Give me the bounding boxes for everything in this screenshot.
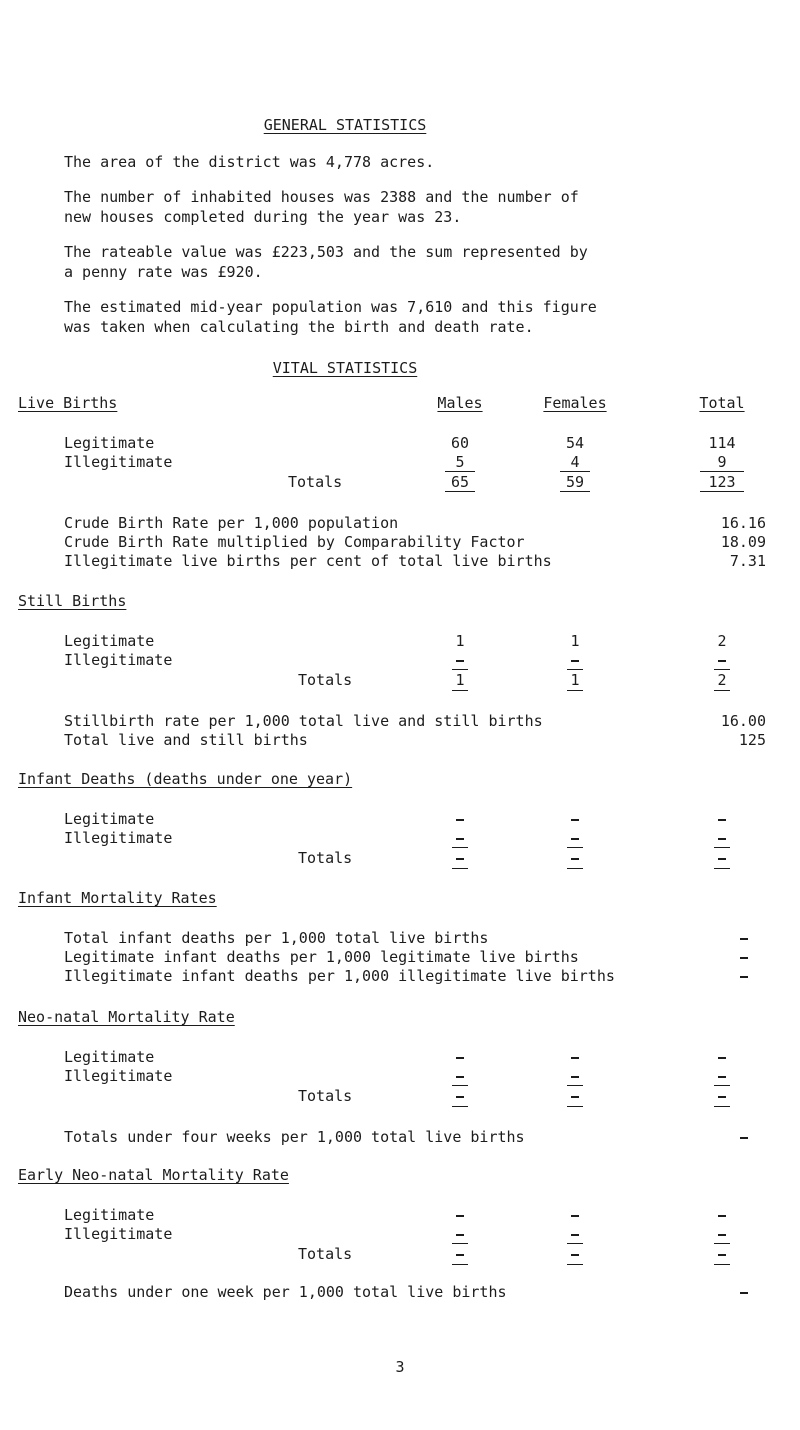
page-title: GENERAL STATISTICS xyxy=(263,116,427,134)
total-live-still-label: Total live and still births xyxy=(64,731,308,749)
live-males-rule xyxy=(445,471,475,472)
infant-rate-total-dash xyxy=(740,938,748,940)
early-totals-males-dash xyxy=(456,1254,464,1256)
still-totals-males: 1 xyxy=(455,671,465,689)
infant-rate-illegit-dash xyxy=(740,976,748,978)
still-legit-label: Legitimate xyxy=(64,632,155,650)
stillbirth-rate-value: 16.00 xyxy=(720,712,766,730)
neonatal-heading: Neo-natal Mortality Rate xyxy=(18,1008,235,1026)
live-illegit-label: Illegitimate xyxy=(64,453,173,471)
early-neonatal-heading: Early Neo-natal Mortality Rate xyxy=(18,1166,289,1184)
neonatal-legit-males-dash xyxy=(456,1057,464,1059)
neonatal-illegit-total-dash xyxy=(718,1076,726,1078)
still-legit-males: 1 xyxy=(455,632,465,650)
neonatal-rate-label: Totals under four weeks per 1,000 total live births xyxy=(64,1128,525,1146)
infant-total-double-rule xyxy=(714,868,730,869)
infant-totals-females-dash xyxy=(571,858,579,860)
neonatal-legit-label: Legitimate xyxy=(64,1048,155,1066)
live-totals-females: 59 xyxy=(565,473,585,491)
infant-rate-total-label: Total infant deaths per 1,000 total live births xyxy=(64,929,489,947)
live-total-rule xyxy=(700,471,744,472)
stillbirth-rate-label: Stillbirth rate per 1,000 total live and still births xyxy=(64,712,543,730)
live-legit-females: 54 xyxy=(565,434,585,452)
live-males-double-rule xyxy=(445,491,475,492)
still-total-double-rule xyxy=(714,690,730,691)
live-females-rule xyxy=(560,471,590,472)
still-totals-females: 1 xyxy=(570,671,580,689)
live-total-double-rule xyxy=(700,491,744,492)
neonatal-females-rule xyxy=(567,1085,583,1086)
neonatal-totals-females-dash xyxy=(571,1096,579,1098)
live-illegit-total: 9 xyxy=(717,453,727,471)
adjusted-birth-rate-value: 18.09 xyxy=(720,533,766,551)
live-births-heading: Live Births xyxy=(18,394,118,412)
infant-males-rule xyxy=(452,847,468,848)
early-illegit-females-dash xyxy=(571,1234,579,1236)
neonatal-legit-total-dash xyxy=(718,1057,726,1059)
early-total-rule xyxy=(714,1243,730,1244)
live-females-double-rule xyxy=(560,491,590,492)
neonatal-illegit-label: Illegitimate xyxy=(64,1067,173,1085)
neonatal-totals-total-dash xyxy=(718,1096,726,1098)
page-number: 3 xyxy=(395,1358,405,1376)
infant-rate-illegit-label: Illegitimate infant deaths per 1,000 illegitimate live births xyxy=(64,967,615,985)
live-illegit-males: 5 xyxy=(455,453,465,471)
general-rateable-2: a penny rate was £920. xyxy=(64,263,263,281)
live-legit-label: Legitimate xyxy=(64,434,155,452)
infant-illegit-label: Illegitimate xyxy=(64,829,173,847)
still-illegit-label: Illegitimate xyxy=(64,651,173,669)
neonatal-total-double-rule xyxy=(714,1106,730,1107)
early-neonatal-rate-dash xyxy=(740,1292,748,1294)
early-females-double-rule xyxy=(567,1264,583,1265)
early-totals-females-dash xyxy=(571,1254,579,1256)
infant-illegit-males-dash xyxy=(456,838,464,840)
live-illegit-females: 4 xyxy=(570,453,580,471)
infant-illegit-total-dash xyxy=(718,838,726,840)
early-neonatal-totals-label: Totals xyxy=(298,1245,353,1263)
early-total-double-rule xyxy=(714,1264,730,1265)
early-neonatal-legit-label: Legitimate xyxy=(64,1206,155,1224)
early-neonatal-illegit-label: Illegitimate xyxy=(64,1225,173,1243)
still-total-rule xyxy=(714,669,730,670)
infant-totals-total-dash xyxy=(718,858,726,860)
col-total-header: Total xyxy=(699,394,745,412)
col-males-header: Males xyxy=(437,394,483,412)
live-totals-males: 65 xyxy=(450,473,470,491)
general-houses-1: The number of inhabited houses was 2388 and the number of xyxy=(64,188,579,206)
illegit-percent-label: Illegitimate live births per cent of total live births xyxy=(64,552,552,570)
still-males-double-rule xyxy=(452,690,468,691)
general-rateable-1: The rateable value was £223,503 and the sum represented by xyxy=(64,243,588,261)
infant-illegit-females-dash xyxy=(571,838,579,840)
illegit-percent-value: 7.31 xyxy=(729,552,766,570)
general-houses-2: new houses completed during the year was 23. xyxy=(64,208,462,226)
total-live-still-value: 125 xyxy=(738,731,766,749)
early-neonatal-rate-label: Deaths under one week per 1,000 total live births xyxy=(64,1283,507,1301)
still-illegit-total-dash xyxy=(718,660,726,662)
still-legit-females: 1 xyxy=(570,632,580,650)
infant-deaths-heading: Infant Deaths (deaths under one year) xyxy=(18,770,353,788)
still-totals-label: Totals xyxy=(298,671,353,689)
still-totals-total: 2 xyxy=(717,671,727,689)
early-males-double-rule xyxy=(452,1264,468,1265)
still-births-heading: Still Births xyxy=(18,592,127,610)
infant-females-rule xyxy=(567,847,583,848)
early-females-rule xyxy=(567,1243,583,1244)
neonatal-males-rule xyxy=(452,1085,468,1086)
infant-males-double-rule xyxy=(452,868,468,869)
infant-total-rule xyxy=(714,847,730,848)
early-legit-total-dash xyxy=(718,1215,726,1217)
neonatal-totals-label: Totals xyxy=(298,1087,353,1105)
early-illegit-males-dash xyxy=(456,1234,464,1236)
vital-statistics-title: VITAL STATISTICS xyxy=(272,359,418,377)
still-females-double-rule xyxy=(567,690,583,691)
infant-females-double-rule xyxy=(567,868,583,869)
general-population-2: was taken when calculating the birth and death rate. xyxy=(64,318,534,336)
infant-legit-label: Legitimate xyxy=(64,810,155,828)
general-area: The area of the district was 4,778 acres. xyxy=(64,153,435,171)
live-legit-total: 114 xyxy=(708,434,736,452)
neonatal-males-double-rule xyxy=(452,1106,468,1107)
infant-legit-total-dash xyxy=(718,819,726,821)
general-population-1: The estimated mid-year population was 7,610 and this figure xyxy=(64,298,597,316)
live-totals-total: 123 xyxy=(708,473,736,491)
infant-rate-legit-label: Legitimate infant deaths per 1,000 legitimate live births xyxy=(64,948,579,966)
still-illegit-females-dash xyxy=(571,660,579,662)
early-legit-females-dash xyxy=(571,1215,579,1217)
live-totals-label: Totals xyxy=(288,473,343,491)
crude-birth-rate-value: 16.16 xyxy=(720,514,766,532)
neonatal-totals-males-dash xyxy=(456,1096,464,1098)
still-legit-total: 2 xyxy=(717,632,727,650)
adjusted-birth-rate-label: Crude Birth Rate multiplied by Comparability Factor xyxy=(64,533,525,551)
infant-legit-females-dash xyxy=(571,819,579,821)
infant-totals-males-dash xyxy=(456,858,464,860)
still-females-rule xyxy=(567,669,583,670)
still-males-rule xyxy=(452,669,468,670)
neonatal-illegit-females-dash xyxy=(571,1076,579,1078)
neonatal-legit-females-dash xyxy=(571,1057,579,1059)
infant-totals-label: Totals xyxy=(298,849,353,867)
early-totals-total-dash xyxy=(718,1254,726,1256)
early-males-rule xyxy=(452,1243,468,1244)
neonatal-females-double-rule xyxy=(567,1106,583,1107)
infant-legit-males-dash xyxy=(456,819,464,821)
early-legit-males-dash xyxy=(456,1215,464,1217)
col-females-header: Females xyxy=(543,394,607,412)
live-legit-males: 60 xyxy=(450,434,470,452)
neonatal-rate-dash xyxy=(740,1137,748,1139)
neonatal-illegit-males-dash xyxy=(456,1076,464,1078)
neonatal-total-rule xyxy=(714,1085,730,1086)
early-illegit-total-dash xyxy=(718,1234,726,1236)
crude-birth-rate-label: Crude Birth Rate per 1,000 population xyxy=(64,514,399,532)
still-illegit-males-dash xyxy=(456,660,464,662)
infant-rate-legit-dash xyxy=(740,957,748,959)
infant-mortality-heading: Infant Mortality Rates xyxy=(18,889,217,907)
